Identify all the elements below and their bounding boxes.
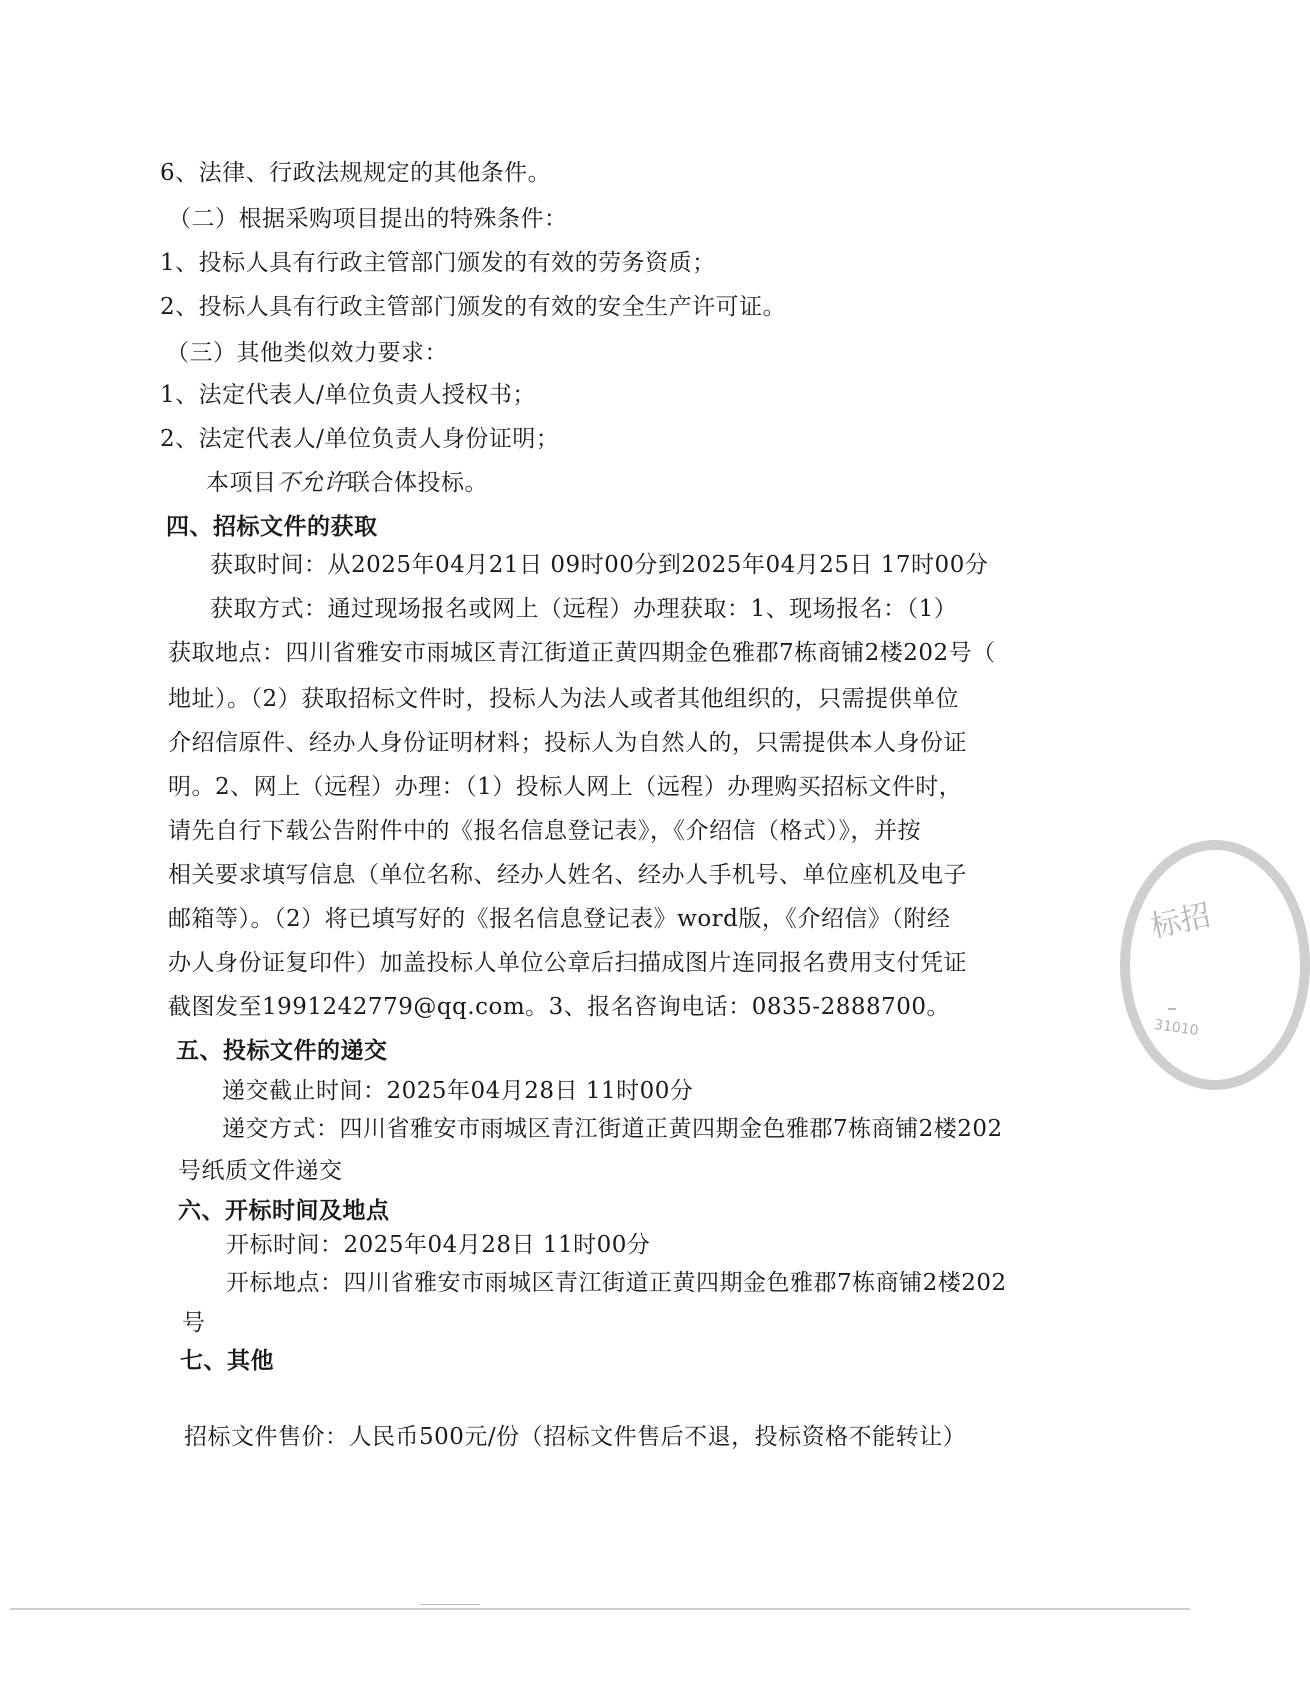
consortium-not-allowed: 不允许 [276,470,347,496]
submission-deadline: 递交截止时间：2025年04月28日 11时00分 [222,1078,694,1104]
consortium-statement [206,468,488,498]
section-4-heading: 四、招标文件的获取 [166,514,378,540]
obtain-method-1: 获取方式：通过现场报名或网上（远程）办理获取：1、现场报名：（1） [210,596,958,622]
opening-place-2: 号 [182,1310,206,1336]
other-requirements-title: （三）其他类似效力要求： [166,340,448,366]
obtain-method-9: 办人身份证复印件）加盖投标人单位公章后扫描成图片连同报名费用支付凭证 [168,950,967,976]
special-condition-1: 1、投标人具有行政主管部门颁发的有效的劳务资质； [160,250,716,276]
obtain-time: 获取时间：从2025年04月21日 09时00分到2025年04月25日 17时00分 [210,552,989,578]
obtain-method-7: 相关要求填写信息（单位名称、经办人姓名、经办人手机号、单位座机及电子 [168,862,967,888]
seal-text: 标招 [1147,898,1214,945]
other-requirement-1: 1、法定代表人/单位负责人授权书； [160,382,536,408]
consortium-suffix: 联合体投标。 [347,470,488,496]
seal-number: 31010 [1153,1016,1200,1040]
section-5-heading: 五、投标文件的递交 [176,1038,388,1064]
obtain-method-2: 获取地点：四川省雅安市雨城区青江街道正黄四期金色雅郡7栋商铺2楼202号（ [168,640,996,666]
tender-document-price: 招标文件售价：人民币500元/份（招标文件售后不退，投标资格不能转让） [184,1424,967,1450]
obtain-method-3: 地址）。（2）获取招标文件时，投标人为法人或者其他组织的，只需提供单位 [168,686,960,712]
special-condition-2: 2、投标人具有行政主管部门颁发的有效的安全生产许可证。 [160,294,787,320]
opening-time: 开标时间：2025年04月28日 11时00分 [226,1232,651,1258]
obtain-method-6: 请先自行下载公告附件中的《报名信息登记表》，《介绍信（格式）》，并按 [168,818,921,844]
seal-mark [1168,1008,1176,1010]
obtain-method-5: 明。2、网上（远程）办理：（1）投标人网上（远程）办理购买招标文件时， [168,774,963,800]
condition-6: 6、法律、行政法规规定的其他条件。 [160,160,552,186]
obtain-method-8: 邮箱等）。（2）将已填写好的《报名信息登记表》word版，《介绍信》（附经 [168,906,951,932]
opening-place-1: 开标地点：四川省雅安市雨城区青江街道正黄四期金色雅郡7栋商铺2楼202 [226,1270,1007,1296]
special-conditions-title: （二）根据采购项目提出的特殊条件： [168,206,568,232]
consortium-prefix: 本项目 [206,470,277,496]
section-7-heading: 七、其他 [180,1348,274,1374]
official-seal [1120,840,1310,1090]
section-6-heading: 六、开标时间及地点 [178,1198,390,1224]
obtain-method-10: 截图发至1991242779@qq.com。3、报名咨询电话：0835-2888700。 [168,994,950,1020]
other-requirement-2: 2、法定代表人/单位负责人身份证明； [160,426,560,452]
scan-mark [420,1604,480,1605]
page-bottom-rule [10,1608,1190,1610]
obtain-method-4: 介绍信原件、经办人身份证明材料；投标人为自然人的，只需提供本人身份证 [168,730,967,756]
submission-method-2: 号纸质文件递交 [178,1158,343,1184]
submission-method-1: 递交方式：四川省雅安市雨城区青江街道正黄四期金色雅郡7栋商铺2楼202 [222,1116,1003,1142]
